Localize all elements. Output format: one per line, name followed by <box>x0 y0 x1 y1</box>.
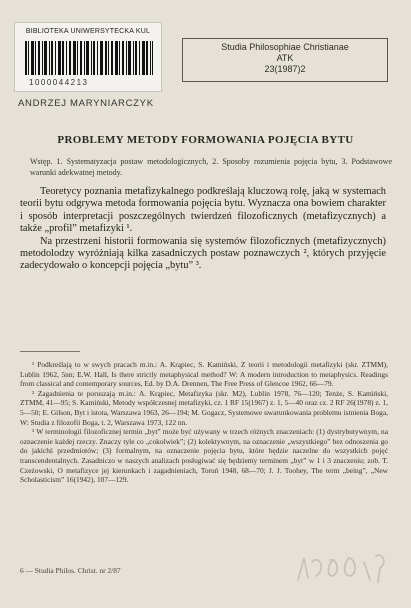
page-footer: 6 — Studia Philos. Christ. nr 2/87 <box>20 566 121 575</box>
journal-volume: 23(1987)2 <box>264 64 306 74</box>
author-name: ANDRZEJ MARYNIARCZYK <box>18 98 154 109</box>
table-of-contents: Wstęp. 1. Systematyzacja postaw metodologicznych, 2. Sposoby rozumienia pojęcia bytu, 3. Podstawowe warunki adekwatnej metody. <box>30 157 392 177</box>
article-title: PROBLEMY METODY FORMOWANIA POJĘCIA BYTU <box>57 134 354 146</box>
body-paragraph: Teoretycy poznania metafizykalnego podkreślają kluczową rolę, jaką w systemach teorii bytu odgrywa metoda formowania pojęcia bytu. Wyznacza ona bowiem charakter i sposób interpretacji poszczególnych twierdzeń filozoficznych (metafizycznych) a także „profil” metafizyki ¹. <box>20 186 386 235</box>
footnote-divider <box>20 351 80 352</box>
footnotes <box>20 360 388 485</box>
journal-name: Studia Philosophiae Christianae <box>221 42 349 52</box>
body-text <box>20 186 386 273</box>
barcode-number: 1000044213 <box>29 78 89 87</box>
body-paragraph: Na przestrzeni historii formowania się systemów filozoficznych (metafizycznych) metodolodzy wyróżniają kilka zasadniczych postaw poznawczych ², których przyjęcie zadecydowało o koncepcji pojęcia „bytu” ³. <box>20 235 386 272</box>
footnote: ³ W terminologii filozoficznej termin „byt” może być używany w trzech różnych znaczeniach: (1) dystrybutywnym, na oznaczenie każdej rzeczy. Znaczy tyle co „cokolwiek”; (2) kolektywnym, na oznaczenie „wszystkiego” bez odnoszenia go do jakichś przedmiotów; (3) formalnym, na oznaczenie pojęcia bytu, które będzie naczelne do wszystkich pojęć transcendentalnych. Zasadniczo w naszych analizach posługiwać się będziemy terminem „byt” w 1 i 3 znaczeniu; zob. T. Czeżowski, O metafizyce jej kierunkach i zagadnieniach, Toruń 1948, 68—70; J. J. Toohey, The term „being”, „New Scholasticism” 16(1942), 107—129. <box>20 427 388 485</box>
library-barcode-label <box>14 22 162 92</box>
footnote: ² Zagadnienia te poruszają m.in.: A. Krąpiec, Metafizyka (skr. M2), Lublin 1978, 76—120; Tenże, S. Kamiński, ZTMM, 41—95; S. Kamiński, Metody współczesnej metafizyki, cz. 1 RF 15(1967) z. 1, 5—40 oraz cz. 2 RF 26(1978) z. 1, 5—50; E. Gilson, Byt i istota, Warszawa 1963, 26—194; M. Gogacz, Systemowe uwarunkowania problemu istnienia Boga, W: Studia z filozofii Boga, t. 2, Warszawa 1973, 122 nn. <box>20 388 388 427</box>
journal-stamp <box>182 38 388 82</box>
footnote: ¹ Podkreślają to w swych pracach m.in.: A. Krąpiec, S. Kamiński, Z teorii i metodologii metafizyki (skr. ZTMM), Lublin 1962, 5nn; E.W. Hall, Is there strictly metaphysical method? W: A modern introduction to metaphysics. Readings from classical and contemporary sources, Ed. by D.A. Drennen, The Free Press of Glencoe 1962, 66—79. <box>20 360 388 389</box>
library-name: BIBLIOTEKA UNIWERSYTECKA KUL <box>25 28 151 35</box>
barcode-icon <box>25 41 153 75</box>
handwritten-note <box>290 540 400 600</box>
journal-publisher: ATK <box>276 53 294 63</box>
